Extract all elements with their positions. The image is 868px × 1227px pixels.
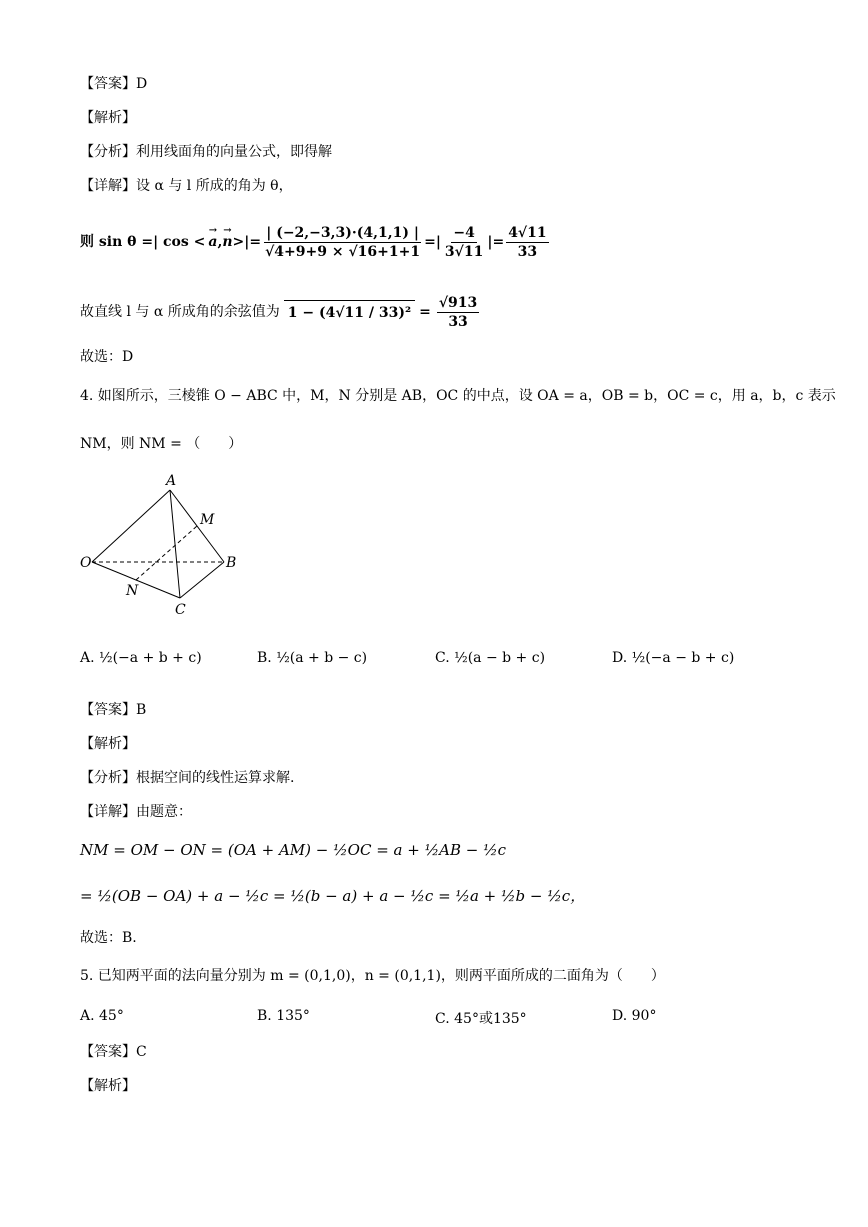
q4-option-d-expr: ½(−a − b + c) bbox=[631, 650, 735, 666]
label-A: A bbox=[166, 473, 177, 489]
q3-fraction-3 bbox=[506, 224, 548, 261]
q5-stem: 5. 已知两平面的法向量分别为 m = (0,1,0)，n = (0,1,1)，则两平面所成的二面角为（ ） bbox=[80, 968, 665, 984]
label-C: C bbox=[175, 602, 186, 618]
q3-formula: 则 sin θ =| cos < → a , → n >|= $\frac{| (-2,-3,3)\cdot(4,1,1) |}{√4+9+9 \times √16+1+1}$ =| $\frac{-4}{3√11}$ |= $\frac{4√11}{33}$ bbox=[80, 222, 551, 262]
q4-equation-2: = ½(OB − OA) + a − ½c = ½(b − a) + a − ½c = ½a + ½b − ½c， bbox=[80, 887, 586, 905]
q3-cos-result-num: √913 bbox=[438, 294, 478, 311]
edge-OA bbox=[92, 490, 170, 562]
q5-option-b-text: 135° bbox=[276, 1008, 310, 1024]
q5-option-b-label: B. bbox=[257, 1008, 272, 1024]
q4-option-c-label: C. bbox=[435, 650, 450, 666]
edge-AC bbox=[170, 490, 180, 598]
q3-detail: 【详解】设 α 与 l 所成的角为 θ， bbox=[80, 178, 293, 194]
q4-option-b-expr: ½(a + b − c) bbox=[276, 650, 368, 666]
q4-detail: 【详解】由题意： bbox=[80, 804, 192, 820]
q4-option-a[interactable] bbox=[80, 650, 202, 666]
q4-equation-1: NM = OM − ON = (OA + AM) − ½OC = a + ½AB − ½c bbox=[80, 841, 507, 859]
q3-cos-prefix: 故直线 l 与 α 所成角的余弦值为 bbox=[80, 304, 280, 320]
q3-formula-prefix: 则 sin θ =| cos < bbox=[80, 234, 206, 250]
q3-fraction-1 bbox=[263, 224, 422, 261]
q4-option-d[interactable] bbox=[612, 650, 734, 666]
q3-choice: 故选：D bbox=[80, 349, 134, 365]
q3-fraction-2 bbox=[443, 224, 485, 261]
q4-option-c[interactable] bbox=[435, 650, 545, 666]
q4-option-c-expr: ½(a − b + c) bbox=[454, 650, 546, 666]
q3-answer: 【答案】D bbox=[80, 76, 148, 92]
q4-option-b[interactable] bbox=[257, 650, 367, 666]
q5-option-a-text: 45° bbox=[99, 1008, 124, 1024]
q4-fenxi: 【分析】根据空间的线性运算求解. bbox=[80, 770, 295, 786]
q3-cos-result bbox=[437, 294, 479, 331]
q4-option-a-expr: ½(−a + b + c) bbox=[99, 650, 202, 666]
q5-option-a-label: A. bbox=[80, 1008, 95, 1024]
q3-frac3-num: 4√11 bbox=[508, 224, 547, 241]
q5-option-b[interactable] bbox=[257, 1008, 310, 1024]
q3-frac1-den: √4+9+9 × √16+1+1 bbox=[265, 243, 421, 260]
label-B: B bbox=[226, 555, 237, 571]
q3-frac2-den: 3√11 bbox=[444, 243, 484, 260]
edge-CB bbox=[180, 562, 224, 598]
q3-frac1-num: | (−2,−3,3)·(4,1,1) | bbox=[266, 224, 419, 241]
q4-stem-1 bbox=[80, 386, 836, 406]
q4-stem-vectors: OA = a，OB = b，OC = c，用 a，b，c 表示 bbox=[537, 388, 836, 404]
q3-frac2-num: −4 bbox=[453, 224, 475, 241]
q5-option-c-text: 45°或135° bbox=[454, 1011, 527, 1027]
label-M: M bbox=[200, 512, 215, 528]
q3-frac3-den: 33 bbox=[517, 243, 538, 260]
q4-analysis-label: 【解析】 bbox=[80, 736, 136, 752]
q5-option-a[interactable] bbox=[80, 1008, 124, 1024]
q3-fenxi: 【分析】利用线面角的向量公式，即得解 bbox=[80, 144, 332, 160]
q4-choice: 故选：B. bbox=[80, 930, 137, 946]
tetrahedron-figure bbox=[78, 470, 248, 620]
q5-analysis-label: 【解析】 bbox=[80, 1078, 136, 1094]
q4-stem-2: NM，则 NM = （ ） bbox=[80, 436, 243, 452]
q4-option-b-label: B. bbox=[257, 650, 272, 666]
q4-option-d-label: D. bbox=[612, 650, 628, 666]
q3-vec-a: → a bbox=[208, 232, 217, 252]
q5-option-d-text: 90° bbox=[631, 1008, 657, 1024]
q3-vec-n: → n bbox=[222, 232, 232, 252]
q5-option-d-label: D. bbox=[612, 1008, 628, 1024]
q4-answer: 【答案】B bbox=[80, 702, 147, 718]
q3-cos-result-den: 33 bbox=[448, 313, 468, 330]
q4-option-a-label: A. bbox=[80, 650, 95, 666]
q5-option-d[interactable] bbox=[612, 1008, 656, 1024]
q3-cos-sqrt: 1 − (4√11 / 33)² bbox=[284, 300, 415, 325]
q3-cos-line: 故直线 l 与 α 所成角的余弦值为 1 − (4√11 / 33)² = $\frac{√913}{33}$ bbox=[80, 294, 478, 330]
segment-NM-hidden bbox=[136, 526, 197, 580]
label-O: O bbox=[80, 555, 92, 571]
q4-stem-text: 4. 如图所示，三棱锥 O − ABC 中，M，N 分别是 AB，OC 的中点，设 bbox=[80, 388, 533, 404]
q3-analysis-label: 【解析】 bbox=[80, 110, 136, 126]
q5-option-c-label: C. bbox=[435, 1011, 450, 1027]
label-N: N bbox=[126, 583, 139, 599]
q5-answer: 【答案】C bbox=[80, 1044, 147, 1060]
q5-option-c[interactable] bbox=[435, 1008, 527, 1028]
